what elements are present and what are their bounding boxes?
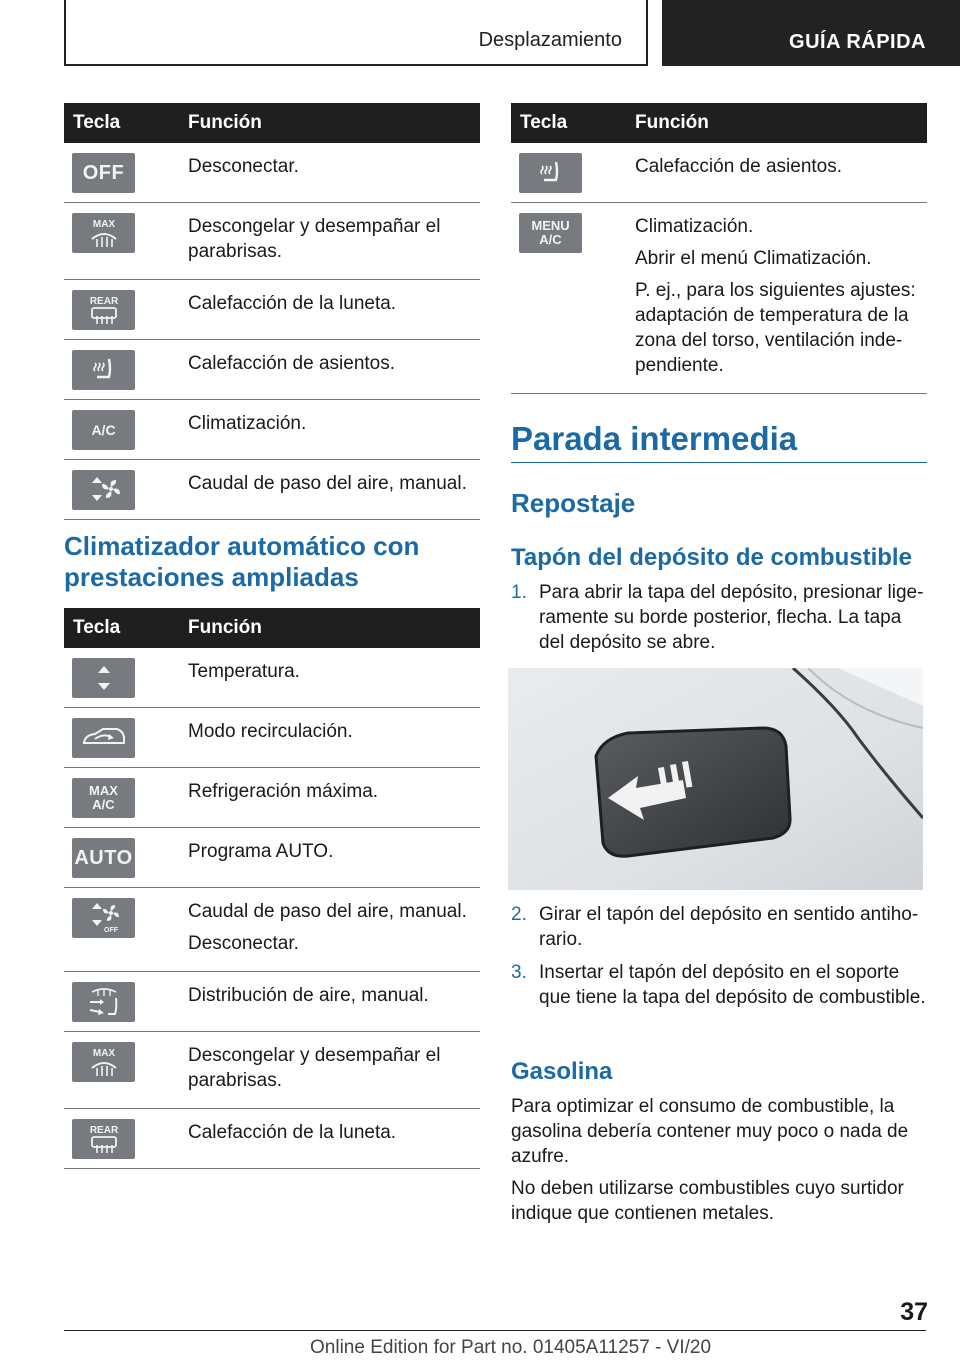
footer-rule: [64, 1330, 926, 1331]
key-cell: [511, 143, 635, 202]
max-defrost-icon: [72, 213, 135, 253]
ac-icon: A/C: [72, 410, 135, 450]
key-cell: [64, 972, 188, 1031]
menu-ac-icon: MENU A/C: [519, 213, 582, 253]
key-cell: [64, 280, 188, 339]
function-cell: [188, 768, 480, 827]
function-text: Abrir el menú Climatización.: [635, 248, 872, 269]
air-distribution-icon: [72, 982, 135, 1022]
function-cell: [188, 143, 480, 202]
table-row: [64, 203, 480, 280]
step-number: 1.: [511, 582, 527, 603]
step-text: Girar el tapón del depósito en sentido antihorario.: [539, 904, 919, 950]
key-cell: [64, 828, 188, 887]
function-text: P. ej., para los siguientes ajustes: adaptación de temperatura de la zona del torso, ventilación independiente.: [635, 280, 916, 376]
svg-text:MAX: MAX: [92, 219, 115, 230]
steps-list-b: [511, 902, 927, 1018]
svg-text:REAR: REAR: [89, 1125, 118, 1136]
function-cell: [635, 203, 927, 393]
table-row: [64, 460, 480, 520]
key-cell: [64, 1109, 188, 1168]
max-ac-icon: MAX A/C: [72, 778, 135, 818]
header-section-box: [64, 0, 648, 66]
header-section-title: Desplazamiento: [478, 29, 622, 51]
key-cell: [64, 768, 188, 827]
col-key-header: Tecla: [73, 617, 121, 638]
col-key-header: Tecla: [73, 112, 121, 133]
table-row: [511, 203, 927, 394]
fan-off-icon: [72, 898, 135, 938]
steps-list-a: [511, 580, 927, 663]
header-guide-box: [662, 0, 960, 66]
table-row: [64, 1109, 480, 1169]
key-table-3: [511, 103, 927, 394]
off-button-icon: OFF: [72, 153, 135, 193]
rear-window-heat-icon: [72, 290, 135, 330]
svg-text:OFF: OFF: [103, 927, 118, 933]
function-text: Modo recirculación.: [188, 721, 353, 742]
table-row: [64, 708, 480, 768]
table-row: [64, 648, 480, 708]
rear-window-heat-icon: [72, 1119, 135, 1159]
key-cell: [64, 888, 188, 971]
function-text: Calefacción de la luneta.: [188, 1122, 397, 1143]
function-cell: [635, 143, 927, 202]
key-cell: [64, 460, 188, 519]
table-row: [64, 768, 480, 828]
subheading-fuel-cap: Tapón del depósito de combustible: [511, 544, 912, 571]
function-cell: [188, 972, 480, 1031]
fan-manual-icon: [72, 470, 135, 510]
key-cell: [64, 203, 188, 279]
key-cell: [64, 648, 188, 707]
function-text: Descongelar y desempañar el parabrisas.: [188, 1045, 441, 1091]
function-cell: [188, 460, 480, 519]
edition-note: Online Edition for Part no. 01405A11257 - VI/20: [310, 1337, 712, 1358]
function-text: Temperatura.: [188, 661, 300, 682]
function-text: Distribución de aire, manual.: [188, 985, 429, 1006]
fuel-flap-photo: [508, 668, 923, 890]
table-row: [64, 400, 480, 460]
seat-heating-icon: [72, 350, 135, 390]
col-key-header: Tecla: [520, 112, 568, 133]
function-text: Caudal de paso del aire, manual.: [188, 473, 467, 494]
col-function-header: Función: [635, 112, 709, 133]
table-row: [64, 888, 480, 972]
auto-icon: AUTO: [72, 838, 135, 878]
function-cell: [188, 400, 480, 459]
key-table-1: [64, 103, 480, 520]
function-text: Calefacción de asientos.: [635, 156, 843, 177]
function-cell: [188, 280, 480, 339]
table-row: [64, 1032, 480, 1109]
function-cell: [188, 1032, 480, 1108]
table-row: [64, 972, 480, 1032]
key-cell: [64, 143, 188, 202]
step-item: [511, 960, 927, 1010]
function-cell: [188, 708, 480, 767]
section-heading-refuel: Repostaje: [511, 488, 636, 518]
function-cell: [188, 828, 480, 887]
max-defrost-icon: [72, 1042, 135, 1082]
paragraph-sulfur: Para optimizar el consumo de combustible, la gasolina debería contener muy poco o nada de azufre.: [511, 1096, 909, 1167]
page-number: 37: [900, 1298, 928, 1326]
function-text: Desconectar.: [188, 156, 299, 177]
col-function-header: Función: [188, 112, 262, 133]
function-text: Desconectar.: [188, 933, 299, 954]
table-header: [511, 103, 927, 143]
section-heading-automatic: Climatizador automático con prestaciones ampliadas: [64, 531, 420, 592]
table-header: [64, 103, 480, 143]
function-text: Calefacción de asientos.: [188, 353, 396, 374]
key-cell: [64, 400, 188, 459]
function-cell: [188, 648, 480, 707]
svg-text:MAX: MAX: [92, 1048, 115, 1059]
paragraph-metals: No deben utilizarse combustibles cuyo surtidor indique que contienen metales.: [511, 1178, 904, 1224]
subheading-gasolina: Gasolina: [511, 1058, 613, 1085]
function-cell: [188, 1109, 480, 1168]
table-row: [64, 280, 480, 340]
key-cell: [64, 340, 188, 399]
function-cell: [188, 203, 480, 279]
key-cell: [511, 203, 635, 393]
function-text: Descongelar y desempañar el parabrisas.: [188, 216, 441, 262]
function-text: Refrigeración máxima.: [188, 781, 379, 802]
svg-text:REAR: REAR: [89, 296, 118, 307]
table-row: [64, 340, 480, 400]
step-text: Para abrir la tapa del depósito, presionar ligeramente su borde posterior, flecha. La tapa del depósito se abre.: [539, 582, 924, 653]
function-text: Climatización.: [188, 413, 307, 434]
step-text: Insertar el tapón del depósito en el soporte que tiene la tapa del depósito de combustible.: [539, 962, 926, 1008]
main-heading: Parada intermedia: [511, 420, 798, 457]
step-number: 2.: [511, 904, 527, 925]
step-number: 3.: [511, 962, 527, 983]
heading-rule: [511, 462, 927, 463]
table-row: [64, 828, 480, 888]
function-text: Programa AUTO.: [188, 841, 334, 862]
key-cell: [64, 1032, 188, 1108]
step-item: [511, 580, 927, 655]
col-function-header: Función: [188, 617, 262, 638]
seat-heating-icon: [519, 153, 582, 193]
recirculation-icon: [72, 718, 135, 758]
table-row: [64, 143, 480, 203]
key-table-2: [64, 608, 480, 1169]
function-text: Caudal de paso del aire, manual.: [188, 901, 467, 922]
function-text: Calefacción de la luneta.: [188, 293, 397, 314]
header-guide-title: GUÍA RÁPIDA: [789, 31, 926, 53]
temperature-arrows-icon: [72, 658, 135, 698]
function-cell: [188, 888, 480, 971]
function-text: Climatización.: [635, 216, 754, 237]
table-row: [511, 143, 927, 203]
step-item: [511, 902, 927, 952]
table-header: [64, 608, 480, 648]
key-cell: [64, 708, 188, 767]
function-cell: [188, 340, 480, 399]
